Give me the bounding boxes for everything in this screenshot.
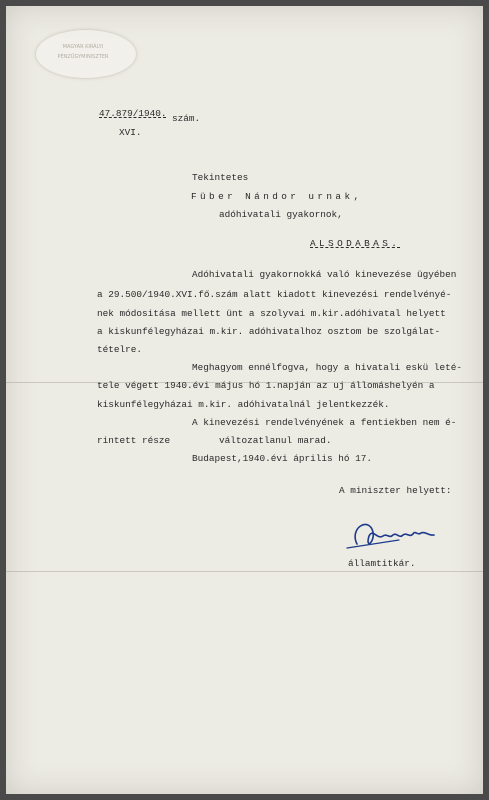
- body-line: Adóhivatali gyakornokká való kinevezése ügyében: [192, 269, 457, 280]
- reference-szam: szám.: [172, 113, 201, 124]
- reference-number: 47.879/1940.: [99, 108, 167, 119]
- body-line: A kinevezési rendelvényének a fentiekben nem é-: [192, 417, 457, 428]
- seal-text-top: MAGYAR KIRÁLYI: [62, 44, 104, 50]
- salutation: Tekintetes: [192, 172, 249, 183]
- body-line: tételre.: [97, 344, 143, 355]
- recipient-name: Füber Nándor urnak,: [191, 191, 363, 202]
- signature: [339, 506, 449, 566]
- seal-text-bottom: PÉNZÜGYMINISZTER: [57, 54, 109, 60]
- embossed-seal: [36, 30, 136, 78]
- document-page: [6, 6, 483, 794]
- body-line: Meghagyom ennélfogva, hogy a hivatali eskü leté-: [192, 362, 463, 373]
- recipient-position: adóhivatali gyakornok,: [219, 209, 343, 220]
- body-line: változatlanul marad.: [219, 435, 332, 446]
- fold-line: [6, 571, 483, 572]
- closing-title: államtitkár.: [348, 558, 416, 569]
- reference-division: XVI.: [119, 127, 142, 138]
- body-line: a kiskunfélegyházai m.kir. adóhivatalhoz osztom be szolgálat-: [97, 326, 441, 337]
- body-line: a 29.500/1940.XVI.fő.szám alatt kiadott kinevezési rendelvényé-: [97, 289, 452, 300]
- body-line: Budapest,1940.évi április hó 17.: [192, 453, 373, 464]
- body-line: tele végett 1940.évi május hó 1.napján az uj állomáshelyén a: [97, 380, 435, 391]
- body-line: kiskunfélegyházai m.kir. adóhivatalnál jelentkezzék.: [97, 399, 390, 410]
- body-line: nek módositása mellett ünt a szolyvai m.kir.adóhivatal helyett: [97, 308, 446, 319]
- recipient-place: ALSODABAS.: [310, 238, 401, 249]
- closing-deputy: A miniszter helyett:: [339, 485, 452, 496]
- body-line: rintett része: [97, 435, 171, 446]
